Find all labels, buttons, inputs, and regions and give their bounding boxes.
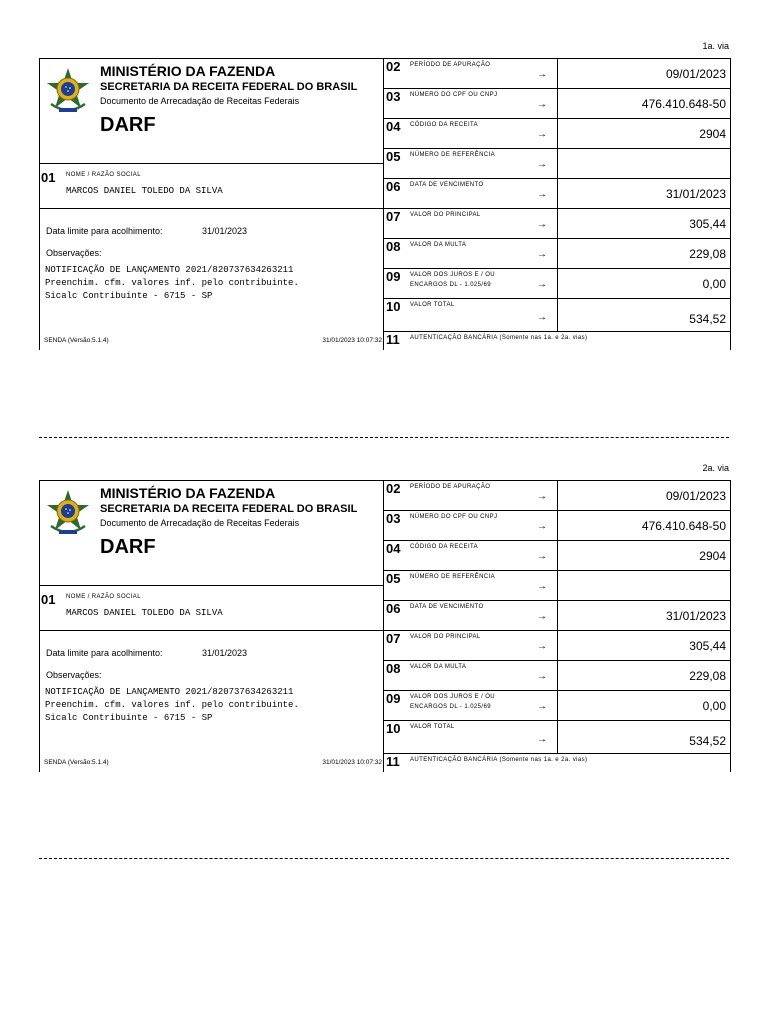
issue-timestamp: 31/01/2023 10:07:32 xyxy=(322,759,382,766)
field-number: 11 xyxy=(386,754,400,769)
field-value: 229,08 xyxy=(689,669,726,683)
senda-version: SENDA (Versão:5.1.4) xyxy=(44,759,109,766)
field-number: 08 xyxy=(386,239,401,254)
field-number: 03 xyxy=(386,89,401,104)
darf-title: DARF xyxy=(100,536,156,558)
observacao-line: NOTIFICAÇÃO DE LANÇAMENTO 2021/820737634263211 xyxy=(45,265,294,275)
field-number: 11 xyxy=(386,332,400,347)
darf-form xyxy=(39,58,729,350)
field-number: 01 xyxy=(41,592,56,607)
arrow-right-icon: → xyxy=(537,521,547,532)
arrow-right-icon: → xyxy=(537,219,547,230)
arrow-right-icon: → xyxy=(537,69,547,80)
field-value-box xyxy=(557,631,730,661)
autenticacao-label: AUTENTICAÇÃO BANCÁRIA (Somente nas 1a. e 2a. vias) xyxy=(410,335,588,341)
field-row-07 xyxy=(384,630,730,661)
darf-copy-1 xyxy=(0,40,768,400)
field-label: PERÍODO DE APURAÇÃO xyxy=(410,484,491,490)
field-label: CÓDIGO DA RECEITA xyxy=(410,122,479,128)
field-number: 02 xyxy=(386,59,401,74)
field-value: 31/01/2023 xyxy=(665,609,726,623)
arrow-right-icon: → xyxy=(537,734,547,745)
field-value-box xyxy=(557,89,730,119)
field-number: 04 xyxy=(386,541,401,556)
arrow-right-icon: → xyxy=(537,641,547,652)
field-number: 09 xyxy=(386,691,401,706)
field-value-box xyxy=(557,269,730,299)
observacao-line: Preenchim. cfm. valores inf. pelo contribuinte. xyxy=(45,278,299,288)
field-row-08 xyxy=(384,238,730,269)
darf-form xyxy=(39,480,729,772)
field-value-box xyxy=(557,59,730,89)
field-label: VALOR TOTAL xyxy=(410,724,455,730)
nome-value: MARCOS DANIEL TOLEDO DA SILVA xyxy=(66,186,223,196)
via-label: 1a. via xyxy=(702,41,729,51)
document-subtitle: Documento de Arrecadação de Receitas Federais xyxy=(100,518,300,528)
nome-label: NOME / RAZÃO SOCIAL xyxy=(66,594,141,600)
header-box xyxy=(40,58,384,164)
field-value-box xyxy=(557,691,730,721)
observacao-line: Preenchim. cfm. valores inf. pelo contribuinte. xyxy=(45,700,299,710)
field-row-04 xyxy=(384,540,730,571)
field-label: NÚMERO DE REFERÊNCIA xyxy=(410,152,496,158)
field-number: 10 xyxy=(386,721,401,736)
nome-value: MARCOS DANIEL TOLEDO DA SILVA xyxy=(66,608,223,618)
observacoes-label: Observações: xyxy=(46,670,102,680)
field-value: 534,52 xyxy=(689,312,726,326)
left-panel xyxy=(39,480,384,772)
autenticacao-label: AUTENTICAÇÃO BANCÁRIA (Somente nas 1a. e 2a. vias) xyxy=(410,757,588,763)
field-value-box xyxy=(557,209,730,239)
field-label-line2: ENCARGOS DL - 1.025/69 xyxy=(410,704,491,710)
field-value-box xyxy=(557,541,730,571)
secretariat-title: SECRETARIA DA RECEITA FEDERAL DO BRASIL xyxy=(100,81,358,93)
field-row-03 xyxy=(384,510,730,541)
field-label-line2: ENCARGOS DL - 1.025/69 xyxy=(410,282,491,288)
data-limite-value: 31/01/2023 xyxy=(202,648,248,658)
field-value: 2904 xyxy=(699,549,726,563)
arrow-right-icon: → xyxy=(537,671,547,682)
field-label: VALOR DA MULTA xyxy=(410,664,467,670)
field-number: 01 xyxy=(41,170,56,185)
field-label: DATA DE VENCIMENTO xyxy=(410,182,484,188)
arrow-right-icon: → xyxy=(537,279,547,290)
nome-box xyxy=(40,584,384,631)
field-number: 08 xyxy=(386,661,401,676)
field-value-box xyxy=(557,179,730,209)
field-value-box xyxy=(557,481,730,511)
arrow-right-icon: → xyxy=(537,249,547,260)
arrow-right-icon: → xyxy=(537,189,547,200)
field-value-box xyxy=(557,239,730,269)
field-label: NÚMERO DO CPF OU CNPJ xyxy=(410,514,498,520)
field-row-09 xyxy=(384,268,730,299)
nome-label: NOME / RAZÃO SOCIAL xyxy=(66,172,141,178)
fields-panel xyxy=(383,480,731,772)
field-number: 07 xyxy=(386,209,401,224)
field-number: 09 xyxy=(386,269,401,284)
brazil-coat-of-arms-icon xyxy=(45,488,91,538)
field-value: 2904 xyxy=(699,127,726,141)
arrow-right-icon: → xyxy=(537,581,547,592)
field-label: NÚMERO DO CPF OU CNPJ xyxy=(410,92,498,98)
field-row-09 xyxy=(384,690,730,721)
data-limite-label: Data limite para acolhimento: xyxy=(46,226,163,236)
arrow-right-icon: → xyxy=(537,159,547,170)
data-limite-label: Data limite para acolhimento: xyxy=(46,648,163,658)
field-row-05 xyxy=(384,148,730,179)
field-label: CÓDIGO DA RECEITA xyxy=(410,544,479,550)
field-value: 09/01/2023 xyxy=(665,67,726,81)
cut-line xyxy=(39,858,729,859)
field-value-box xyxy=(557,149,730,179)
field-label: VALOR DOS JUROS E / OU xyxy=(410,694,496,700)
field-number: 07 xyxy=(386,631,401,646)
field-value: 305,44 xyxy=(689,217,726,231)
darf-copy-2 xyxy=(0,462,768,822)
field-row-10 xyxy=(384,298,730,332)
field-number: 05 xyxy=(386,571,401,586)
field-row-07 xyxy=(384,208,730,239)
field-row-02 xyxy=(384,480,730,511)
field-value-box xyxy=(557,601,730,631)
field-value: 229,08 xyxy=(689,247,726,261)
field-row-03 xyxy=(384,88,730,119)
field-label: PERÍODO DE APURAÇÃO xyxy=(410,62,491,68)
data-limite-value: 31/01/2023 xyxy=(202,226,248,236)
arrow-right-icon: → xyxy=(537,491,547,502)
field-value-box xyxy=(557,721,730,754)
field-value: 476.410.648-50 xyxy=(641,519,726,533)
senda-version: SENDA (Versão:5.1.4) xyxy=(44,337,109,344)
ministry-title: MINISTÉRIO DA FAZENDA xyxy=(100,485,276,501)
field-value: 0,00 xyxy=(702,699,726,713)
field-value-box xyxy=(557,571,730,601)
secretariat-title: SECRETARIA DA RECEITA FEDERAL DO BRASIL xyxy=(100,503,358,515)
field-number: 03 xyxy=(386,511,401,526)
field-row-06 xyxy=(384,178,730,209)
arrow-right-icon: → xyxy=(537,551,547,562)
field-value-box xyxy=(557,299,730,332)
field-row-04 xyxy=(384,118,730,149)
field-number: 06 xyxy=(386,179,401,194)
nome-box xyxy=(40,162,384,209)
field-row-10 xyxy=(384,720,730,754)
arrow-right-icon: → xyxy=(537,701,547,712)
observacao-line: Sicalc Contribuinte - 6715 - SP xyxy=(45,713,213,723)
field-value: 0,00 xyxy=(702,277,726,291)
field-value: 476.410.648-50 xyxy=(641,97,726,111)
arrow-right-icon: → xyxy=(537,129,547,140)
field-label: DATA DE VENCIMENTO xyxy=(410,604,484,610)
field-row-06 xyxy=(384,600,730,631)
field-label: VALOR DO PRINCIPAL xyxy=(410,212,481,218)
via-label: 2a. via xyxy=(702,463,729,473)
field-number: 04 xyxy=(386,119,401,134)
field-label: VALOR DA MULTA xyxy=(410,242,467,248)
field-value-box xyxy=(557,511,730,541)
field-row-02 xyxy=(384,58,730,89)
observacao-line: Sicalc Contribuinte - 6715 - SP xyxy=(45,291,213,301)
fields-panel xyxy=(383,58,731,350)
arrow-right-icon: → xyxy=(537,312,547,323)
document-subtitle: Documento de Arrecadação de Receitas Federais xyxy=(100,96,300,106)
field-row-08 xyxy=(384,660,730,691)
field-number: 10 xyxy=(386,299,401,314)
ministry-title: MINISTÉRIO DA FAZENDA xyxy=(100,63,276,79)
field-value-box xyxy=(557,661,730,691)
field-label: VALOR DO PRINCIPAL xyxy=(410,634,481,640)
field-value: 305,44 xyxy=(689,639,726,653)
field-label: VALOR DOS JUROS E / OU xyxy=(410,272,496,278)
field-label: NÚMERO DE REFERÊNCIA xyxy=(410,574,496,580)
field-value: 31/01/2023 xyxy=(665,187,726,201)
cut-line xyxy=(39,437,729,438)
autenticacao-row xyxy=(384,331,730,351)
brazil-coat-of-arms-icon xyxy=(45,66,91,116)
field-row-05 xyxy=(384,570,730,601)
observacoes-label: Observações: xyxy=(46,248,102,258)
field-number: 02 xyxy=(386,481,401,496)
arrow-right-icon: → xyxy=(537,611,547,622)
header-box xyxy=(40,480,384,586)
field-value: 534,52 xyxy=(689,734,726,748)
field-number: 05 xyxy=(386,149,401,164)
observacao-line: NOTIFICAÇÃO DE LANÇAMENTO 2021/820737634263211 xyxy=(45,687,294,697)
issue-timestamp: 31/01/2023 10:07:32 xyxy=(322,337,382,344)
autenticacao-row xyxy=(384,753,730,773)
field-label: VALOR TOTAL xyxy=(410,302,455,308)
arrow-right-icon: → xyxy=(537,99,547,110)
field-number: 06 xyxy=(386,601,401,616)
left-panel xyxy=(39,58,384,350)
field-value-box xyxy=(557,119,730,149)
darf-title: DARF xyxy=(100,114,156,136)
field-value: 09/01/2023 xyxy=(665,489,726,503)
